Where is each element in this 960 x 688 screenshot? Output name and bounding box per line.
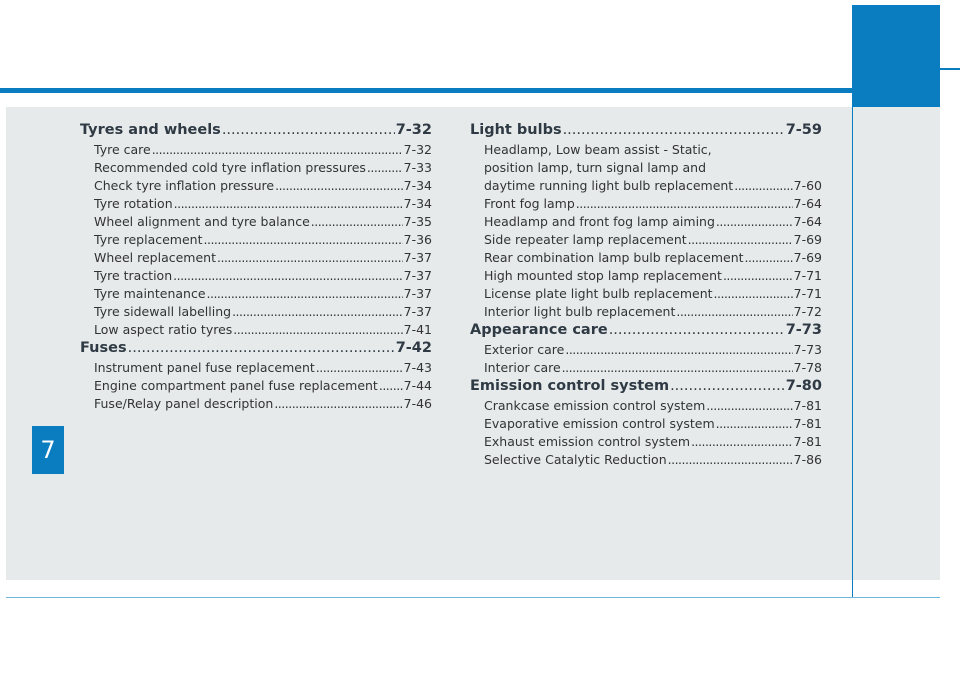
toc-entry-label: Wheel alignment and tyre balance: [94, 214, 310, 229]
toc-section-heading-page: 7-73: [785, 322, 822, 338]
toc-entry-label: Tyre maintenance: [94, 286, 206, 301]
dot-leader: [217, 250, 403, 265]
dot-leader: [232, 304, 403, 319]
toc-entry-label: Selective Catalytic Reduction: [484, 452, 667, 467]
toc-entry-line[interactable]: Headlamp, Low beam assist - Static,: [484, 142, 712, 157]
toc-entry-page: 7-36: [403, 232, 432, 247]
toc-entry-label: Tyre replacement: [94, 232, 203, 247]
toc-entry[interactable]: [470, 250, 822, 268]
toc-entry-label: Tyre rotation: [94, 196, 173, 211]
toc-entry[interactable]: [80, 196, 432, 214]
toc-entry-page: 7-81: [793, 416, 822, 431]
dot-leader: [688, 232, 793, 247]
toc-entry-label: Check tyre inflation pressure: [94, 178, 275, 193]
dot-leader: [367, 160, 403, 175]
toc-entry-label: Exterior care: [484, 342, 565, 357]
dot-leader: [173, 268, 402, 283]
toc-entry[interactable]: [80, 214, 432, 232]
toc-entry[interactable]: [470, 214, 822, 232]
toc-entry-page: 7-37: [403, 286, 432, 301]
toc-section-heading-page: 7-42: [395, 340, 432, 356]
chapter-number: 7: [40, 436, 56, 464]
toc-section-heading-page: 7-80: [785, 378, 822, 394]
toc-entry-label: Tyre sidewall labelling: [94, 304, 232, 319]
toc-entry-label: Recommended cold tyre inflation pressures: [94, 160, 366, 175]
toc-entry[interactable]: [80, 378, 432, 396]
toc-entry-page: 7-37: [403, 268, 432, 283]
dot-leader: [222, 122, 395, 138]
toc-entry-page: 7-44: [403, 378, 432, 393]
header-rule: [0, 88, 852, 93]
toc-section-heading-label: Appearance care: [470, 322, 608, 338]
dot-leader: [676, 304, 792, 319]
chapter-header-block: [852, 5, 940, 107]
toc-entry[interactable]: [470, 196, 822, 214]
margin-rule: [852, 107, 853, 597]
toc-entry-label: Low aspect ratio tyres: [94, 322, 233, 337]
toc-entry-label: Interior care: [484, 360, 561, 375]
toc-entry-label: Crankcase emission control system: [484, 398, 706, 413]
toc-entry-label: Tyre traction: [94, 268, 173, 283]
toc-entry-page: 7-41: [403, 322, 432, 337]
toc-section-heading[interactable]: [470, 378, 822, 398]
toc-entry-page: 7-46: [403, 396, 432, 411]
toc-entry-label: Tyre care: [94, 142, 151, 157]
toc-entry[interactable]: [470, 416, 822, 434]
toc-entry[interactable]: [470, 286, 822, 304]
toc-entry-page: 7-71: [793, 286, 822, 301]
toc-entry-page: 7-71: [793, 268, 822, 283]
toc-section-heading[interactable]: [470, 122, 822, 142]
toc-entry-line[interactable]: position lamp, turn signal lamp and: [484, 160, 706, 175]
toc-entry-page: 7-69: [793, 232, 822, 247]
toc-entry-page: 7-86: [793, 452, 822, 467]
toc-entry[interactable]: [470, 452, 822, 470]
toc-entry[interactable]: [470, 232, 822, 250]
toc-entry-page: 7-33: [403, 160, 432, 175]
dot-leader: [670, 378, 785, 394]
toc-entry-label: License plate light bulb replacement: [484, 286, 713, 301]
toc-section-heading-label: Tyres and wheels: [80, 122, 221, 138]
toc-entry-label: Wheel replacement: [94, 250, 216, 265]
toc-entry-label: Rear combination lamp bulb replacement: [484, 250, 744, 265]
dot-leader: [734, 178, 792, 193]
toc-section-heading-label: Light bulbs: [470, 122, 562, 138]
chapter-tab: [32, 426, 64, 474]
dot-leader: [716, 214, 793, 229]
dot-leader: [609, 322, 785, 338]
dot-leader: [207, 286, 403, 301]
dot-leader: [379, 378, 403, 393]
toc-entry-page: 7-72: [793, 304, 822, 319]
dot-leader: [714, 286, 793, 301]
toc-section-heading-label: Fuses: [80, 340, 127, 356]
dot-leader: [316, 360, 403, 375]
toc-section-heading[interactable]: [80, 122, 432, 142]
toc-section-heading[interactable]: [80, 340, 432, 360]
toc-entry-page: 7-34: [403, 196, 432, 211]
toc-section-heading-page: 7-59: [785, 122, 822, 138]
toc-entry-label: daytime running light bulb replacement: [484, 178, 734, 193]
toc-entry-page: 7-32: [403, 142, 432, 157]
dot-leader: [562, 360, 793, 375]
toc-entry[interactable]: [80, 142, 432, 160]
toc-entry[interactable]: [470, 178, 822, 196]
toc-entry-page: 7-81: [793, 434, 822, 449]
toc-entry[interactable]: [80, 304, 432, 322]
toc-entry-page: 7-69: [793, 250, 822, 265]
toc-entry[interactable]: [470, 398, 822, 416]
dot-leader: [204, 232, 403, 247]
dot-leader: [563, 122, 785, 138]
toc-entry[interactable]: [80, 178, 432, 196]
toc-entry-label: Side repeater lamp replacement: [484, 232, 687, 247]
toc-entry[interactable]: [80, 396, 432, 414]
dot-leader: [128, 340, 395, 356]
toc-section-heading[interactable]: [470, 322, 822, 342]
toc-entry-label: Exhaust emission control system: [484, 434, 691, 449]
toc-entry[interactable]: [80, 322, 432, 340]
toc-entry[interactable]: [470, 304, 822, 322]
toc-right-column: [470, 122, 822, 470]
footer-rule: [6, 597, 940, 598]
toc-entry[interactable]: [470, 360, 822, 378]
dot-leader: [311, 214, 403, 229]
dot-leader: [174, 196, 403, 211]
dot-leader: [565, 342, 792, 357]
toc-entry-page: 7-37: [403, 250, 432, 265]
dot-leader: [668, 452, 793, 467]
toc-entry-page: 7-43: [403, 360, 432, 375]
toc-entry-page: 7-78: [793, 360, 822, 375]
toc-entry[interactable]: [80, 268, 432, 286]
toc-entry-label: Evaporative emission control system: [484, 416, 715, 431]
toc-entry-page: 7-73: [793, 342, 822, 357]
toc-entry-label: Fuse/Relay panel description: [94, 396, 274, 411]
toc-entry-label: Engine compartment panel fuse replacement: [94, 378, 378, 393]
toc-entry-label: Headlamp and front fog lamp aiming: [484, 214, 715, 229]
dot-leader: [691, 434, 793, 449]
header-rule-right: [940, 68, 960, 70]
toc-entry[interactable]: [80, 286, 432, 304]
dot-leader: [274, 396, 402, 411]
toc-entry-label: Interior light bulb replacement: [484, 304, 676, 319]
toc-entry-page: 7-64: [793, 196, 822, 211]
toc-left-column: [80, 122, 432, 414]
toc-entry-label: Front fog lamp: [484, 196, 575, 211]
toc-entry[interactable]: [470, 268, 822, 286]
dot-leader: [745, 250, 793, 265]
toc-entry[interactable]: [80, 250, 432, 268]
toc-entry-page: 7-35: [403, 214, 432, 229]
toc-entry-label: High mounted stop lamp replacement: [484, 268, 722, 283]
toc-entry-page: 7-37: [403, 304, 432, 319]
toc-entry[interactable]: [80, 160, 432, 178]
dot-leader: [275, 178, 403, 193]
toc-section-heading-label: Emission control system: [470, 378, 670, 394]
toc-entry[interactable]: [80, 360, 432, 378]
toc-entry[interactable]: [470, 434, 822, 452]
toc-entry-page: 7-81: [793, 398, 822, 413]
toc-section-heading-page: 7-32: [395, 122, 432, 138]
toc-entry-page: 7-64: [793, 214, 822, 229]
dot-leader: [706, 398, 792, 413]
toc-entry-page: 7-60: [793, 178, 822, 193]
toc-entry[interactable]: [470, 342, 822, 360]
dot-leader: [152, 142, 403, 157]
toc-entry-label: Instrument panel fuse replacement: [94, 360, 315, 375]
dot-leader: [233, 322, 402, 337]
dot-leader: [576, 196, 793, 211]
toc-entry-page: 7-34: [403, 178, 432, 193]
dot-leader: [716, 416, 793, 431]
toc-entry[interactable]: [80, 232, 432, 250]
dot-leader: [723, 268, 793, 283]
